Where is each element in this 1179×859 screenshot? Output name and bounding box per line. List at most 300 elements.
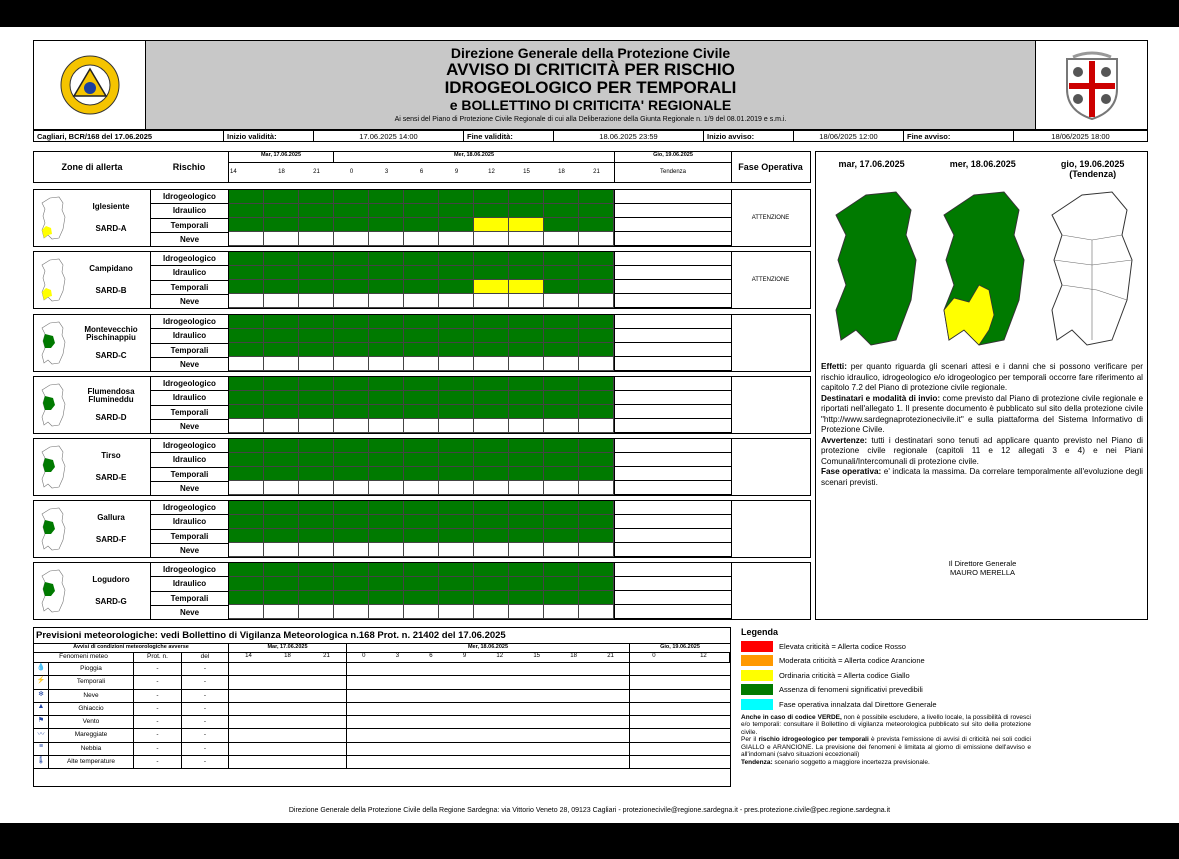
- phase-cell: [731, 315, 809, 371]
- risk-cell: [439, 377, 474, 391]
- risk-cell: [229, 232, 264, 246]
- risk-cell: [334, 357, 369, 371]
- trend-cell: [615, 405, 731, 419]
- risk-label: Idraulico: [151, 577, 228, 591]
- risk-label: Idraulico: [151, 329, 228, 343]
- sub-title: e BOLLETTINO DI CRITICITA' REGIONALE: [449, 97, 732, 113]
- risk-label: Neve: [179, 545, 200, 555]
- risk-cell: [299, 481, 334, 495]
- risk-cell: [509, 515, 544, 529]
- title-block: [146, 41, 1035, 129]
- meteo-row: ⚡ Temporali - -: [34, 676, 730, 689]
- risk-cell: [404, 529, 439, 543]
- hour-label: 0: [652, 653, 656, 659]
- risk-cell: [404, 357, 439, 371]
- signature: Il Direttore Generale MAURO MERELLA: [948, 559, 1017, 577]
- risk-cell: [404, 218, 439, 232]
- map-titles: [816, 152, 1147, 179]
- zone-name: Gallura SARD-F: [95, 512, 127, 545]
- risk-cell: [369, 343, 404, 357]
- trend-label: Tendenza: [659, 169, 687, 175]
- risk-cell: [264, 501, 299, 515]
- meteo-row: ⚑ Vento - -: [34, 716, 730, 729]
- risk-cell: [509, 419, 544, 433]
- meteo-title[interactable]: Previsioni meteorologiche: vedi Bollettino di Vigilanza Meteorologica n.168 Prot. n. 21402 del 17.06.2025: [34, 628, 730, 644]
- hour-label: 0: [349, 169, 354, 175]
- meteo-phenomenon: Neve: [49, 690, 134, 702]
- meteo-phenomenon: Alte temperature: [49, 756, 134, 768]
- meteo-row: 💧 Pioggia - -: [34, 663, 730, 676]
- risk-cell: [439, 501, 474, 515]
- risk-cell: [439, 391, 474, 405]
- main-title-2: IDROGEOLOGICO PER TEMPORALI: [444, 78, 737, 97]
- risk-cell: [334, 439, 369, 453]
- waves-icon: 〰: [34, 729, 49, 741]
- risk-cell: [264, 467, 299, 481]
- risk-cell: [264, 405, 299, 419]
- risk-cell: [369, 405, 404, 419]
- hour-label: 12: [488, 169, 495, 175]
- risk-cell: [439, 577, 474, 591]
- risk-cell: [579, 391, 614, 405]
- risk-cell: [439, 204, 474, 218]
- risk-cell: [264, 481, 299, 495]
- risk-cell: [509, 605, 544, 619]
- risk-cell: [264, 577, 299, 591]
- trend-cell: [615, 377, 731, 391]
- risk-cell: [369, 591, 404, 605]
- risk-cell: [544, 591, 579, 605]
- region-logo: [34, 41, 146, 129]
- zone-name: Campidano SARD-B: [89, 263, 133, 296]
- risk-cell: [299, 605, 334, 619]
- risk-cell: [579, 357, 614, 371]
- phase-cell: [731, 501, 809, 557]
- risk-cell: [299, 280, 334, 294]
- meteo-row: 〰 Mareggiate - -: [34, 729, 730, 742]
- risk-cell: [509, 577, 544, 591]
- zone-map-icon: [40, 258, 66, 302]
- risk-cell: [509, 329, 544, 343]
- risk-cell: [404, 391, 439, 405]
- risk-cell: [439, 605, 474, 619]
- legend-item: Assenza di fenomeni significativi prevedibili: [741, 683, 1031, 698]
- risk-cell: [299, 315, 334, 329]
- trend-cell: [615, 315, 731, 329]
- risk-cell: [229, 481, 264, 495]
- risk-cell: [404, 232, 439, 246]
- risk-cell: [579, 419, 614, 433]
- trend-cell: [615, 563, 731, 577]
- risk-cell: [474, 563, 509, 577]
- risk-cell: [474, 577, 509, 591]
- sardinia-maps: [826, 190, 1141, 350]
- risk-cell: [474, 190, 509, 204]
- risk-label: Idrogeologico: [151, 252, 228, 266]
- risk-col-header: Rischio: [172, 162, 206, 172]
- hour-label: 3: [384, 169, 389, 175]
- risk-cell: [264, 294, 299, 308]
- risk-cell: [579, 563, 614, 577]
- risk-cell: [229, 563, 264, 577]
- risk-cell: [439, 232, 474, 246]
- risk-cell: [369, 439, 404, 453]
- legend-item: Moderata criticità = Allerta codice Arancione: [741, 654, 1031, 669]
- tendency-header: [614, 152, 731, 182]
- legend-title: Legenda: [741, 627, 779, 637]
- risk-cell: [299, 467, 334, 481]
- risk-cell: [229, 204, 264, 218]
- dept-title: Direzione Generale della Protezione Civile: [450, 45, 731, 61]
- risk-cell: [369, 218, 404, 232]
- risk-cell: [334, 543, 369, 557]
- risk-label: Temporali: [151, 281, 228, 295]
- zone-map-icon: [40, 445, 66, 489]
- risk-cell: [439, 218, 474, 232]
- maps-panel: [815, 151, 1148, 620]
- map3-title: gio, 19.06.2025 (Tendenza): [1060, 159, 1125, 179]
- risk-cell: [334, 329, 369, 343]
- trend-cell: [615, 481, 731, 495]
- risk-cell: [369, 204, 404, 218]
- risk-cell: [579, 343, 614, 357]
- risk-cell: [439, 343, 474, 357]
- risk-cell: [509, 481, 544, 495]
- risk-cell: [579, 315, 614, 329]
- risk-cell: [439, 280, 474, 294]
- zone-row: [33, 438, 811, 496]
- risk-cell: [509, 529, 544, 543]
- risk-cell: [334, 467, 369, 481]
- risk-cell: [544, 204, 579, 218]
- trend-cell: [615, 252, 731, 266]
- risk-cell: [544, 419, 579, 433]
- risk-cell: [404, 280, 439, 294]
- risk-cell: [579, 204, 614, 218]
- risk-cell: [579, 190, 614, 204]
- risk-cell: [264, 453, 299, 467]
- risk-cell: [264, 591, 299, 605]
- trend-cell: [615, 280, 731, 294]
- risk-cell: [474, 453, 509, 467]
- risk-cell: [579, 329, 614, 343]
- legend-swatch: [741, 670, 773, 681]
- risk-cell: [474, 377, 509, 391]
- risk-cell: [369, 577, 404, 591]
- trend-cell: [615, 190, 731, 204]
- risk-cell: [229, 605, 264, 619]
- risk-cell: [474, 294, 509, 308]
- risk-cell: [229, 453, 264, 467]
- risk-cell: [264, 515, 299, 529]
- risk-cell: [299, 419, 334, 433]
- risk-cell: [439, 252, 474, 266]
- hour-label: 14: [245, 653, 252, 659]
- risk-cell: [509, 218, 544, 232]
- risk-cell: [404, 605, 439, 619]
- zone-map-icon: [40, 569, 66, 613]
- risk-cell: [439, 481, 474, 495]
- hour-label: 9: [454, 169, 459, 175]
- ice-icon: ▲: [34, 703, 49, 715]
- zone-map-icon: [40, 507, 66, 551]
- risk-cell: [474, 357, 509, 371]
- risk-cell: [474, 591, 509, 605]
- risk-label: Idraulico: [151, 453, 228, 467]
- risk-cell: [439, 529, 474, 543]
- zone-name: Montevecchio Pischinappiu SARD-C: [84, 324, 138, 361]
- risk-cell: [299, 357, 334, 371]
- risk-cell: [509, 357, 544, 371]
- risk-cell: [369, 543, 404, 557]
- risk-cell: [579, 252, 614, 266]
- risk-label: Idraulico: [151, 204, 228, 218]
- risk-cell: [299, 252, 334, 266]
- risk-cell: [334, 204, 369, 218]
- protocol: Cagliari, BCR/168 del 17.06.2025: [34, 131, 224, 141]
- phase-cell: ATTENZIONE: [731, 190, 809, 246]
- risk-cell: [369, 280, 404, 294]
- risk-cell: [474, 329, 509, 343]
- legend-item: Ordinaria criticità = Allerta codice Giallo: [741, 668, 1031, 683]
- risk-cell: [544, 577, 579, 591]
- risk-cell: [334, 280, 369, 294]
- trend-cell: [615, 343, 731, 357]
- hour-label: 21: [323, 653, 330, 659]
- risk-cell: [299, 377, 334, 391]
- risk-label: Temporali: [151, 406, 228, 420]
- risk-cell: [334, 391, 369, 405]
- risk-cell: [229, 467, 264, 481]
- risk-cell: [299, 232, 334, 246]
- risk-cell: [579, 377, 614, 391]
- hour-label: 21: [313, 169, 320, 175]
- meteo-row: ▲ Ghiaccio - -: [34, 703, 730, 716]
- risk-cell: [579, 591, 614, 605]
- trend-cell: [615, 501, 731, 515]
- risk-cell: [474, 543, 509, 557]
- risk-label: Idraulico: [151, 391, 228, 405]
- risk-cell: [544, 280, 579, 294]
- risk-label: Idrogeologico: [151, 377, 228, 391]
- risk-cell: [369, 377, 404, 391]
- risk-cell: [474, 280, 509, 294]
- risk-cell: [264, 190, 299, 204]
- zone-name: Tirso SARD-E: [95, 450, 127, 483]
- risk-cell: [474, 439, 509, 453]
- risk-cell: [229, 357, 264, 371]
- risk-cell: [264, 391, 299, 405]
- risk-cell: [264, 280, 299, 294]
- legend-swatch: [741, 641, 773, 652]
- footer: Direzione Generale della Protezione Civile della Regione Sardegna: via Vittorio Veneto 28, 09123 Cagliari - protezionecivile@regione.sardegna.it - pres.protezione.civile@pec.regione.sardegna.it: [288, 807, 891, 814]
- risk-cell: [369, 515, 404, 529]
- risk-label: Idrogeologico: [151, 439, 228, 453]
- legal-note: Ai sensi del Piano di Protezione Civile Regionale di cui alla Deliberazione della Giunta Regionale n. 1/9 del 08.01.2019 e s.m.i.: [394, 116, 787, 123]
- header: [33, 40, 1148, 130]
- risk-cell: [404, 266, 439, 280]
- meteo-phenomenon: Nebbia: [49, 743, 134, 755]
- risk-cell: [264, 204, 299, 218]
- zones-col-header: Zone di allerta: [61, 162, 123, 172]
- risk-cell: [544, 315, 579, 329]
- meteo-phenomenon: Temporali: [49, 676, 134, 688]
- risk-cell: [369, 563, 404, 577]
- risk-cell: [369, 329, 404, 343]
- risk-cell: [579, 577, 614, 591]
- risk-cell: [474, 467, 509, 481]
- risk-cell: [579, 405, 614, 419]
- risk-cell: [334, 515, 369, 529]
- hour-label: 12: [496, 653, 504, 659]
- risk-cell: [544, 343, 579, 357]
- risk-cell: [439, 294, 474, 308]
- risk-cell: [264, 439, 299, 453]
- risk-cell: [509, 467, 544, 481]
- risk-cell: [404, 190, 439, 204]
- hour-label: 21: [607, 653, 614, 659]
- risk-label: Temporali: [151, 530, 228, 544]
- risk-cell: [439, 591, 474, 605]
- risk-cell: [439, 405, 474, 419]
- zone-row: [33, 314, 811, 372]
- risk-cell: [474, 391, 509, 405]
- hour-label: 14: [230, 169, 237, 175]
- risk-cell: [544, 294, 579, 308]
- risk-cell: [544, 357, 579, 371]
- risk-cell: [334, 294, 369, 308]
- validity-end-label: Fine validità:: [464, 131, 554, 141]
- zones-table-header: [33, 151, 811, 183]
- risk-cell: [299, 453, 334, 467]
- risk-cell: [334, 529, 369, 543]
- risk-cell: [579, 481, 614, 495]
- hour-label: 18: [570, 653, 577, 659]
- risk-cell: [579, 453, 614, 467]
- legend-item: Elevata criticità = Allerta codice Rosso: [741, 639, 1031, 654]
- meteo-phenomenon: Vento: [49, 716, 134, 728]
- meteo-row: ❄ Neve - -: [34, 690, 730, 703]
- risk-label: Idraulico: [151, 515, 228, 529]
- risk-cell: [264, 266, 299, 280]
- risk-cell: [299, 204, 334, 218]
- hour-label: 15: [523, 169, 530, 175]
- risk-cell: [544, 232, 579, 246]
- risk-cell: [544, 391, 579, 405]
- risk-cell: [474, 204, 509, 218]
- phase-cell: ATTENZIONE: [731, 252, 809, 308]
- risk-cell: [299, 266, 334, 280]
- risk-cell: [509, 266, 544, 280]
- risk-cell: [264, 563, 299, 577]
- risk-cell: [404, 543, 439, 557]
- zone-map-icon: [40, 321, 66, 365]
- risk-cell: [299, 294, 334, 308]
- risk-cell: [509, 563, 544, 577]
- risk-cell: [544, 467, 579, 481]
- risk-cell: [299, 218, 334, 232]
- risk-cell: [509, 190, 544, 204]
- risk-label: Temporali: [151, 468, 228, 482]
- risk-cell: [229, 377, 264, 391]
- bulletin-page: [0, 27, 1179, 823]
- risk-cell: [264, 232, 299, 246]
- risk-cell: [579, 266, 614, 280]
- risk-cell: [544, 329, 579, 343]
- hour-label: 21: [593, 169, 600, 175]
- storm-icon: ⚡: [34, 676, 49, 688]
- fog-icon: ≡: [34, 743, 49, 755]
- risk-cell: [404, 329, 439, 343]
- risk-cell: [369, 294, 404, 308]
- risk-cell: [544, 377, 579, 391]
- risk-cell: [229, 419, 264, 433]
- risk-label: Neve: [179, 234, 200, 244]
- trend-cell: [615, 515, 731, 529]
- risk-cell: [509, 391, 544, 405]
- risk-cell: [404, 405, 439, 419]
- risk-cell: [404, 501, 439, 515]
- risk-cell: [369, 467, 404, 481]
- day2-label: Mer, 18.06.2025: [453, 152, 495, 158]
- zone-map-icon: [40, 196, 66, 240]
- trend-cell: [615, 591, 731, 605]
- region-logo-icon: [59, 54, 121, 116]
- meteo-phenomenon: Mareggiate: [49, 729, 134, 741]
- map2-title: mer, 18.06.2025: [949, 159, 1016, 169]
- risk-cell: [229, 294, 264, 308]
- hour-label: 15: [533, 653, 541, 659]
- risk-cell: [439, 190, 474, 204]
- risk-cell: [404, 343, 439, 357]
- risk-cell: [334, 591, 369, 605]
- thermometer-icon: 🌡: [34, 756, 49, 768]
- risk-cell: [229, 591, 264, 605]
- zone-row: [33, 562, 811, 620]
- zone-name: Flumendosa Flumineddu SARD-D: [87, 386, 135, 423]
- risk-cell: [334, 190, 369, 204]
- risk-cell: [474, 419, 509, 433]
- risk-cell: [474, 266, 509, 280]
- trend-cell: [615, 605, 731, 619]
- legend-swatch: [741, 684, 773, 695]
- risk-cell: [404, 577, 439, 591]
- risk-cell: [264, 218, 299, 232]
- risk-cell: [299, 343, 334, 357]
- trend-cell: [615, 391, 731, 405]
- risk-label: Temporali: [151, 219, 228, 233]
- zone-name: Iglesiente SARD-A: [92, 201, 130, 234]
- risk-cell: [404, 515, 439, 529]
- risk-cell: [229, 515, 264, 529]
- meteo-row: 🌡 Alte temperature - -: [34, 756, 730, 769]
- risk-cell: [509, 453, 544, 467]
- risk-cell: [404, 467, 439, 481]
- risk-cell: [474, 501, 509, 515]
- risk-cell: [299, 577, 334, 591]
- risk-cell: [229, 543, 264, 557]
- risk-cell: [229, 329, 264, 343]
- hours-row: [229, 163, 614, 175]
- risk-cell: [229, 577, 264, 591]
- risk-cell: [264, 315, 299, 329]
- risk-cell: [334, 501, 369, 515]
- risk-cell: [334, 453, 369, 467]
- risk-cell: [579, 467, 614, 481]
- risk-cell: [544, 218, 579, 232]
- risk-cell: [264, 419, 299, 433]
- warning-end: 18/06/2025 18:00: [1051, 132, 1110, 141]
